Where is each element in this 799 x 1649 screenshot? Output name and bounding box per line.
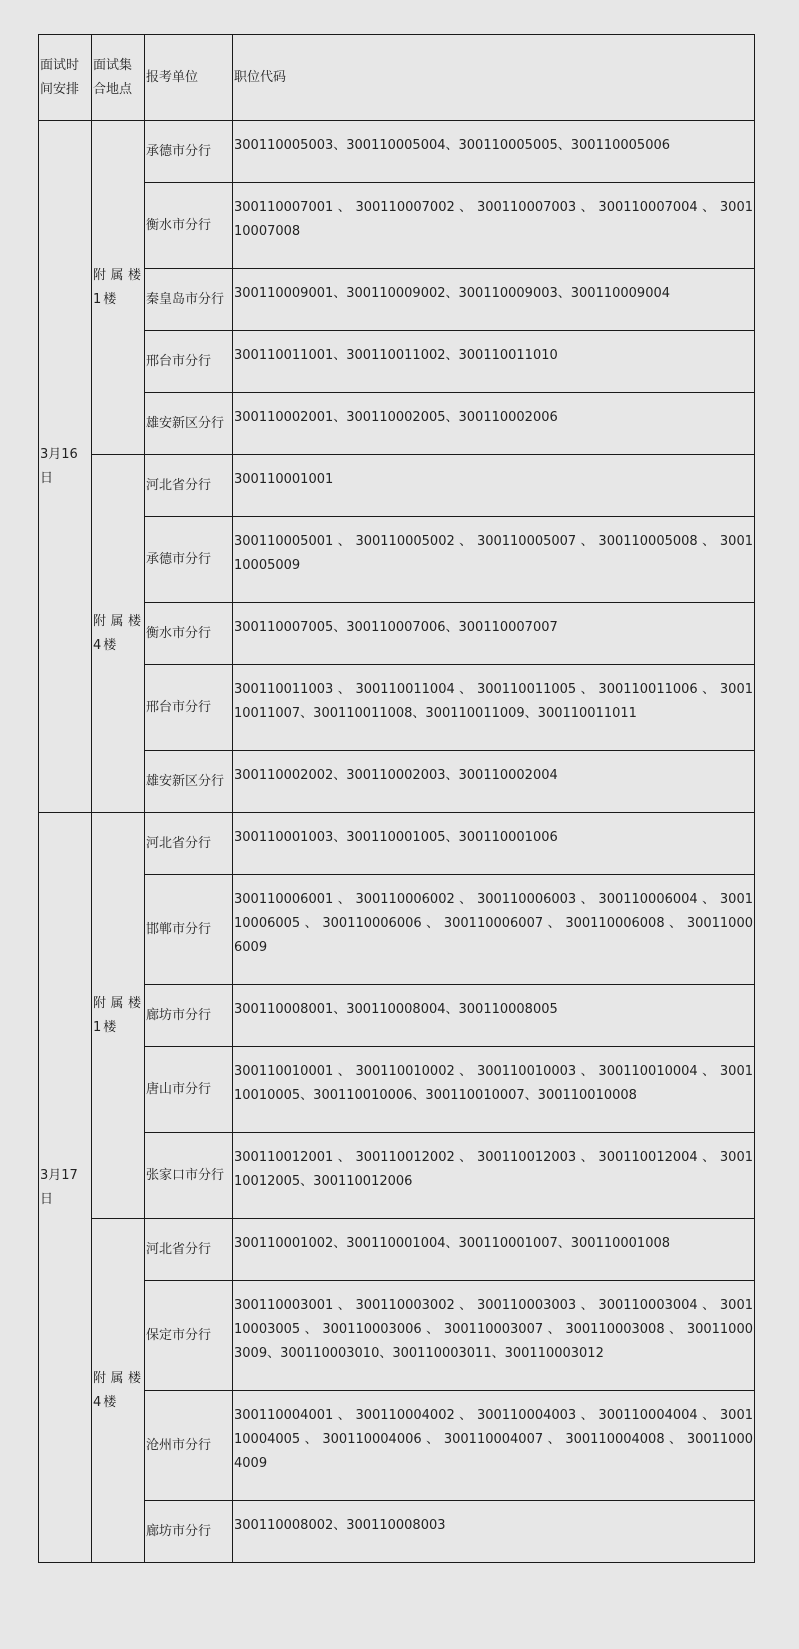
- unit-name: 承德市分行: [145, 121, 233, 183]
- table-row: [39, 1133, 755, 1219]
- session-date: 3月16日: [39, 121, 92, 813]
- unit-name: 雄安新区分行: [145, 393, 233, 455]
- table-row: [39, 455, 755, 517]
- position-codes: 300110006001 、 300110006002 、 300110006003 、 300110006004 、 300110006005 、 300110006006 、 300110006007 、 300110006008 、 300110006009: [233, 875, 755, 985]
- assembly-location: 附属楼1楼: [92, 813, 145, 1219]
- table-row: [39, 1219, 755, 1281]
- header-row: [39, 35, 755, 121]
- unit-name: 张家口市分行: [145, 1133, 233, 1219]
- unit-name: 秦皇岛市分行: [145, 269, 233, 331]
- table-row: [39, 1501, 755, 1563]
- unit-name: 衡水市分行: [145, 183, 233, 269]
- position-codes: 300110011001、300110011002、300110011010: [233, 331, 755, 393]
- table-row: [39, 813, 755, 875]
- position-codes: 300110001002、300110001004、300110001007、300110001008: [233, 1219, 755, 1281]
- position-codes: 300110002001、300110002005、300110002006: [233, 393, 755, 455]
- position-codes: 300110010001 、 300110010002 、 300110010003 、 300110010004 、 300110010005、300110010006、300110010007、300110010008: [233, 1047, 755, 1133]
- unit-name: 河北省分行: [145, 813, 233, 875]
- table-row: [39, 985, 755, 1047]
- header-date: 面试时间安排: [39, 35, 92, 121]
- table-row: [39, 1281, 755, 1391]
- unit-name: 河北省分行: [145, 455, 233, 517]
- table-row: [39, 665, 755, 751]
- unit-name: 廊坊市分行: [145, 1501, 233, 1563]
- table-row: [39, 1047, 755, 1133]
- session-date: 3月17日: [39, 813, 92, 1563]
- assembly-location: 附属楼4楼: [92, 455, 145, 813]
- position-codes: 300110001001: [233, 455, 755, 517]
- unit-name: 邯郸市分行: [145, 875, 233, 985]
- position-codes: 300110007005、300110007006、300110007007: [233, 603, 755, 665]
- position-codes: 300110005001 、 300110005002 、 300110005007 、 300110005008 、 300110005009: [233, 517, 755, 603]
- header-unit: 报考单位: [145, 35, 233, 121]
- table-row: [39, 269, 755, 331]
- unit-name: 邢台市分行: [145, 665, 233, 751]
- table-row: [39, 751, 755, 813]
- assembly-location: 附属楼4楼: [92, 1219, 145, 1563]
- unit-name: 沧州市分行: [145, 1391, 233, 1501]
- table-row: [39, 517, 755, 603]
- header-codes: 职位代码: [233, 35, 755, 121]
- position-codes: 300110001003、300110001005、300110001006: [233, 813, 755, 875]
- assembly-location: 附属楼1楼: [92, 121, 145, 455]
- table-row: [39, 1391, 755, 1501]
- table-row: [39, 331, 755, 393]
- position-codes: 300110005003、300110005004、300110005005、300110005006: [233, 121, 755, 183]
- unit-name: 雄安新区分行: [145, 751, 233, 813]
- table-row: [39, 603, 755, 665]
- unit-name: 唐山市分行: [145, 1047, 233, 1133]
- position-codes: 300110008002、300110008003: [233, 1501, 755, 1563]
- table-row: [39, 121, 755, 183]
- unit-name: 邢台市分行: [145, 331, 233, 393]
- position-codes: 300110004001 、 300110004002 、 300110004003 、 300110004004 、 300110004005 、 300110004006 、 300110004007 、 300110004008 、 300110004009: [233, 1391, 755, 1501]
- table-row: [39, 875, 755, 985]
- position-codes: 300110012001 、 300110012002 、 300110012003 、 300110012004 、 300110012005、300110012006: [233, 1133, 755, 1219]
- position-codes: 300110009001、300110009002、300110009003、300110009004: [233, 269, 755, 331]
- unit-name: 河北省分行: [145, 1219, 233, 1281]
- position-codes: 300110002002、300110002003、300110002004: [233, 751, 755, 813]
- unit-name: 廊坊市分行: [145, 985, 233, 1047]
- position-codes: 300110011003 、 300110011004 、 300110011005 、 300110011006 、 300110011007、300110011008、300110011009、300110011011: [233, 665, 755, 751]
- table-row: [39, 183, 755, 269]
- unit-name: 承德市分行: [145, 517, 233, 603]
- interview-schedule-table: [38, 34, 755, 1563]
- position-codes: 300110007001 、 300110007002 、 300110007003 、 300110007004 、 300110007008: [233, 183, 755, 269]
- unit-name: 保定市分行: [145, 1281, 233, 1391]
- table-row: [39, 393, 755, 455]
- position-codes: 300110008001、300110008004、300110008005: [233, 985, 755, 1047]
- header-location: 面试集合地点: [92, 35, 145, 121]
- position-codes: 300110003001 、 300110003002 、 300110003003 、 300110003004 、 300110003005 、 300110003006 、 300110003007 、 300110003008 、 300110003009、300110003010、300110003011、300110003012: [233, 1281, 755, 1391]
- unit-name: 衡水市分行: [145, 603, 233, 665]
